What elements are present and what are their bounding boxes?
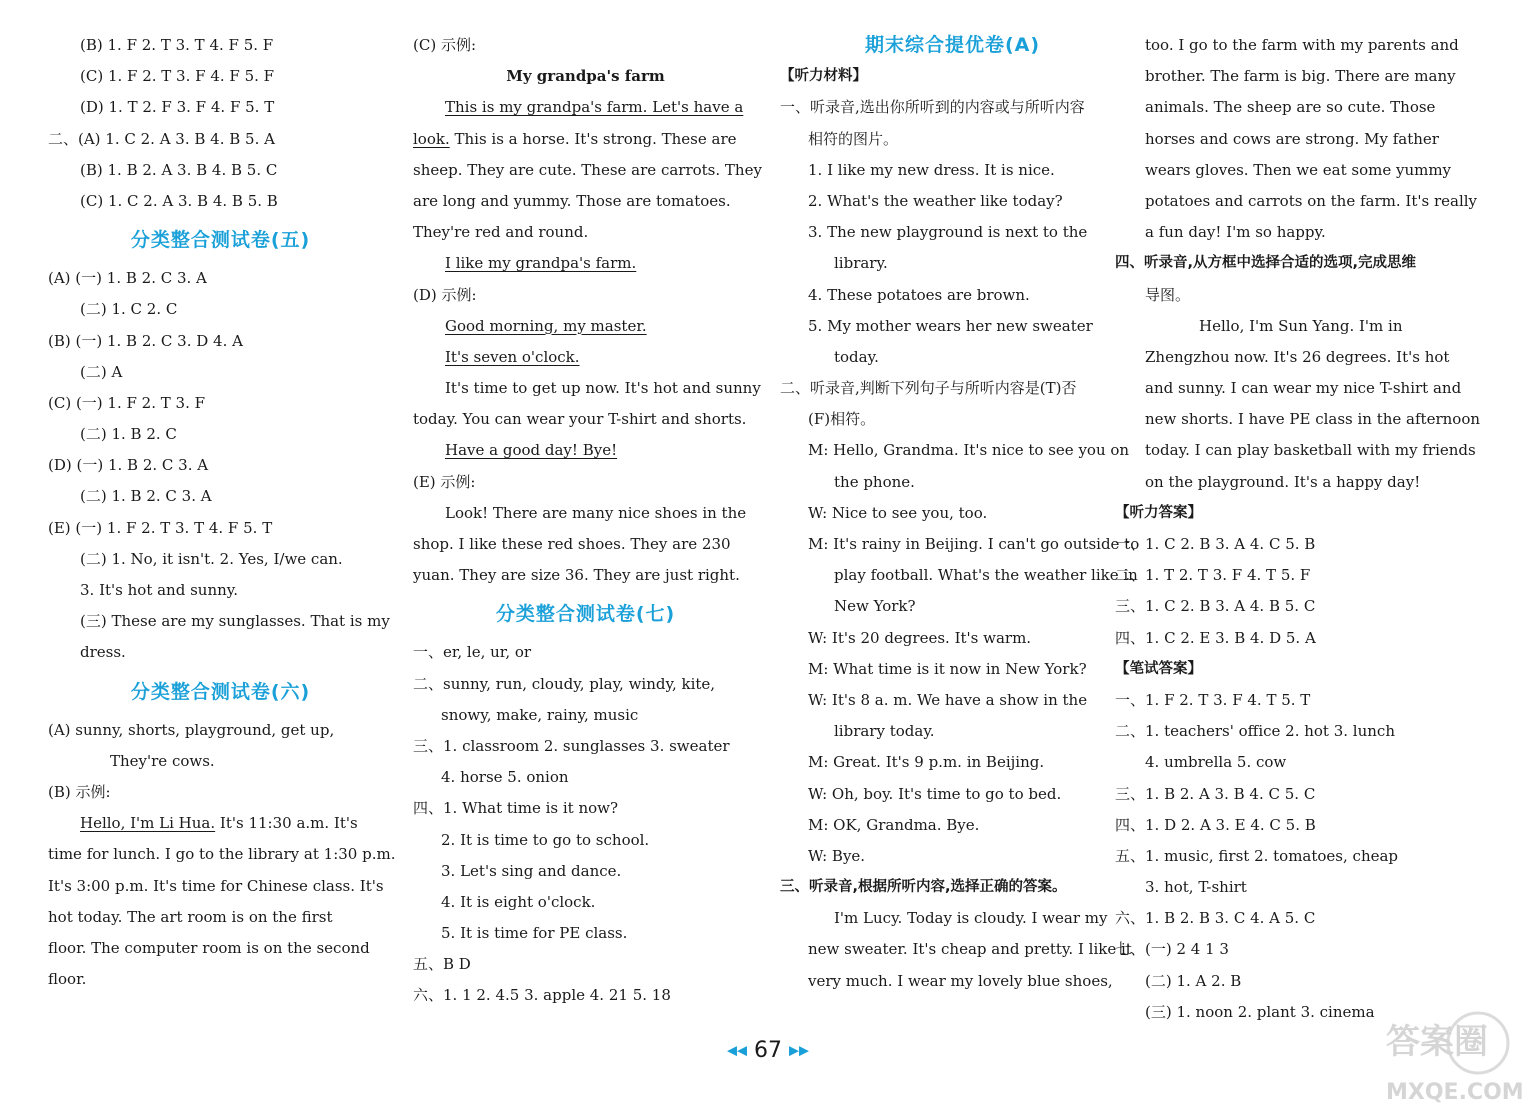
answer-line: (A) sunny, shorts, playground, get up,	[48, 720, 335, 739]
passage-line: today. I can play basketball with my friends	[1145, 441, 1476, 460]
answer-line: 五、1. music, first 2. tomatoes, cheap	[1115, 846, 1399, 865]
passage-line: potatoes and carrots on the farm. It's really	[1145, 191, 1478, 210]
previous-page-arrows-icon[interactable]: ◀◀	[727, 1043, 747, 1059]
essay-line	[413, 342, 758, 373]
dialogue-line: M: OK, Grandma. Bye.	[808, 815, 980, 834]
dialogue-line: W: It's 8 a. m. We have a show in the	[808, 690, 1088, 709]
passage-line: brother. The farm is big. There are many	[1145, 67, 1456, 86]
passage-line: new sweater. It's cheap and pretty. I like it	[808, 940, 1132, 959]
essay-line: time for lunch. I go to the library at 1:30 p.m.	[48, 845, 396, 864]
section-label: 【听力答案】	[1115, 504, 1202, 521]
column-3	[780, 30, 1140, 997]
essay-line: shop. I like these red shoes. They are 230	[413, 535, 731, 553]
answer-line: 六、1. 1 2. 4.5 3. apple 4. 21 5. 18	[413, 986, 671, 1005]
answer-line: (B) 1. F 2. T 3. T 4. F 5. F	[80, 36, 274, 54]
question-line: 四、听录音,从方框中选择合适的选项,完成思维	[1115, 255, 1417, 272]
example-label: (D) 示例:	[413, 285, 477, 304]
answer-line: 二、(A) 1. C 2. A 3. B 4. B 5. A	[48, 129, 275, 148]
essay-line: floor. The computer room is on the second	[48, 938, 370, 957]
underlined-text: Good morning, my master.	[445, 316, 647, 335]
question-line: 1. I like my new dress. It is nice.	[808, 160, 1055, 179]
section-heading: 分类整合测试卷(五)	[130, 229, 311, 252]
essay-line	[413, 311, 758, 342]
dialogue-line: M: Hello, Grandma. It's nice to see you on	[808, 441, 1130, 460]
question-line: 2. What's the weather like today?	[808, 191, 1063, 210]
section-label: 【笔试答案】	[1115, 660, 1202, 677]
answer-line: (C) 1. C 2. A 3. B 4. B 5. B	[80, 191, 278, 210]
section-label: 【听力材料】	[780, 68, 867, 85]
passage-line: Hello, I'm Sun Yang. I'm in	[1199, 316, 1403, 335]
essay-line: It's time to get up now. It's hot and sunny	[445, 379, 761, 398]
answer-line: dress.	[80, 643, 126, 662]
page-number: 67	[754, 1038, 782, 1063]
passage-line: animals. The sheep are so cute. Those	[1145, 98, 1436, 117]
essay-line: floor.	[48, 970, 87, 989]
answer-line: 五、B D	[413, 955, 471, 974]
answer-line: (三) 1. noon 2. plant 3. cinema	[1145, 1002, 1375, 1021]
answer-line: 3. Let's sing and dance.	[441, 861, 622, 880]
watermark-text: MXQE.COM	[1386, 1080, 1524, 1105]
example-label: (E) 示例:	[413, 472, 476, 491]
answer-line: (B) (一) 1. B 2. C 3. D 4. A	[48, 331, 243, 350]
question-line: 导图。	[1145, 285, 1191, 304]
essay-line	[413, 248, 758, 279]
answer-line: 4. umbrella 5. cow	[1145, 753, 1287, 772]
question-line: 相符的图片。	[808, 129, 899, 148]
watermark-logo-text: 答案圈	[1386, 1022, 1488, 1062]
next-page-arrows-icon[interactable]: ▶▶	[789, 1043, 809, 1059]
passage-line: too. I go to the farm with my parents and	[1145, 36, 1459, 54]
question-line: library.	[834, 254, 888, 273]
essay-line: sheep. They are cute. These are carrots. They	[413, 160, 762, 179]
answer-line: 三、1. classroom 2. sunglasses 3. sweater	[413, 736, 730, 755]
example-label: (C) 示例:	[413, 36, 477, 54]
underlined-text: look.	[413, 129, 450, 148]
dialogue-line: W: Bye.	[808, 846, 866, 865]
passage-line: horses and cows are strong. My father	[1145, 129, 1439, 148]
answer-line: 3. hot, T-shirt	[1145, 878, 1247, 897]
essay-line	[413, 92, 758, 123]
dialogue-line: the phone.	[834, 472, 915, 491]
watermark-logo-icon	[1378, 1003, 1528, 1107]
answer-line: 一、1. F 2. T 3. F 4. T 5. T	[1115, 690, 1311, 709]
answer-line: (二) A	[80, 362, 123, 381]
question-line: 一、听录音,选出你所听到的内容或与所听内容	[780, 98, 1085, 117]
answer-line: (B) 1. B 2. A 3. B 4. B 5. C	[80, 160, 278, 179]
passage-line: on the playground. It's a happy day!	[1145, 472, 1421, 491]
question-line: (F)相符。	[808, 410, 876, 429]
answer-line: 一、er, le, ur, or	[413, 643, 532, 662]
answer-line: (二) 1. A 2. B	[1145, 971, 1242, 990]
underlined-text: Have a good day! Bye!	[445, 441, 618, 460]
answer-line: 2. It is time to go to school.	[441, 830, 650, 849]
dialogue-line: play football. What's the weather like in	[834, 566, 1138, 585]
dialogue-line: New York?	[834, 597, 916, 616]
passage-line: a fun day! I'm so happy.	[1145, 223, 1326, 242]
question-line: 5. My mother wears her new sweater	[808, 316, 1093, 335]
answer-line: 3. It's hot and sunny.	[80, 581, 239, 599]
passage-line: I'm Lucy. Today is cloudy. I wear my	[834, 909, 1108, 928]
passage-line: new shorts. I have PE class in the afternoon	[1145, 410, 1481, 429]
page-footer	[0, 1038, 1536, 1063]
answer-line: 二、1. teachers' office 2. hot 3. lunch	[1115, 722, 1395, 741]
question-line: 二、听录音,判断下列句子与所听内容是(T)否	[780, 379, 1077, 398]
passage-line: very much. I wear my lovely blue shoes,	[808, 971, 1113, 990]
question-line: 3. The new playground is next to the	[808, 223, 1088, 242]
question-line: 三、听录音,根据所听内容,选择正确的答案。	[780, 879, 1067, 896]
underlined-text: It's seven o'clock.	[445, 347, 580, 366]
answer-line: 四、1. D 2. A 3. E 4. C 5. B	[1115, 815, 1316, 834]
answer-line: (D) 1. T 2. F 3. F 4. F 5. T	[80, 98, 275, 117]
answer-line: (A) (一) 1. B 2. C 3. A	[48, 269, 207, 288]
passage-line: wears gloves. Then we eat some yummy	[1145, 160, 1452, 179]
essay-line: Look! There are many nice shoes in the	[445, 503, 747, 522]
answer-line: 四、1. What time is it now?	[413, 799, 619, 818]
answer-line: 三、1. C 2. B 3. A 4. B 5. C	[1115, 597, 1316, 616]
dialogue-line: M: Great. It's 9 p.m. in Beijing.	[808, 753, 1045, 772]
underlined-text: This is my grandpa's farm. Let's have a	[445, 98, 744, 117]
answer-line: 一、1. C 2. B 3. A 4. C 5. B	[1115, 535, 1316, 553]
answer-line: 六、1. B 2. B 3. C 4. A 5. C	[1115, 909, 1316, 928]
underlined-text: I like my grandpa's farm.	[445, 254, 637, 273]
answer-line: 二、sunny, run, cloudy, play, windy, kite,	[413, 674, 716, 693]
answer-line: 4. It is eight o'clock.	[441, 892, 596, 911]
answer-line: snowy, make, rainy, music	[441, 705, 639, 724]
essay-line: are long and yummy. Those are tomatoes.	[413, 191, 731, 210]
dialogue-line: W: It's 20 degrees. It's warm.	[808, 628, 1032, 647]
passage-line: Zhengzhou now. It's 26 degrees. It's hot	[1145, 347, 1450, 366]
column-2	[413, 30, 762, 1012]
section-heading: 期末综合提优卷(A)	[864, 34, 1041, 56]
answer-line: (二) 1. B 2. C 3. A	[80, 487, 212, 506]
dialogue-line: W: Nice to see you, too.	[808, 503, 988, 522]
question-line: 4. These potatoes are brown.	[808, 285, 1030, 304]
answer-line: (二) 1. No, it isn't. 2. Yes, I/we can.	[80, 549, 343, 568]
essay-title: My grandpa's farm	[506, 67, 665, 86]
answer-line: (B) 示例:	[48, 782, 111, 801]
answer-line: (C) 1. F 2. T 3. F 4. F 5. F	[80, 67, 275, 86]
essay-line: yuan. They are size 36. They are just right.	[413, 566, 740, 585]
essay-line: look. This is a horse. It's strong. These are	[413, 129, 737, 148]
essay-line	[413, 435, 758, 466]
answer-line: (D) (一) 1. B 2. C 3. A	[48, 456, 209, 475]
dialogue-line: W: Oh, boy. It's time to go to bed.	[808, 784, 1062, 803]
section-heading: 分类整合测试卷(六)	[130, 680, 311, 703]
column-1	[48, 30, 396, 995]
essay-line: hot today. The art room is on the first	[48, 907, 333, 926]
dialogue-line: M: What time is it now in New York?	[808, 659, 1087, 678]
answer-line: (三) These are my sunglasses. That is my	[80, 612, 390, 631]
section-heading: 分类整合测试卷(七)	[495, 603, 676, 626]
answer-line: 二、1. T 2. T 3. F 4. T 5. F	[1115, 566, 1311, 585]
answer-line: They're cows.	[110, 751, 215, 770]
essay-line: today. You can wear your T-shirt and shorts.	[413, 410, 747, 429]
answer-line: (E) (一) 1. F 2. T 3. T 4. F 5. T	[48, 518, 273, 537]
column-4	[1115, 30, 1490, 1028]
underlined-text: Hello, I'm Li Hua.	[80, 814, 216, 833]
answer-line: 5. It is time for PE class.	[441, 924, 628, 943]
answer-line: 七、(一) 2 4 1 3	[1115, 940, 1229, 959]
dialogue-line: library today.	[834, 722, 935, 741]
question-line: today.	[834, 347, 879, 366]
answer-line: (二) 1. B 2. C	[80, 425, 177, 444]
essay-line: Hello, I'm Li Hua. It's 11:30 a.m. It's	[80, 814, 358, 833]
dialogue-line: M: It's rainy in Beijing. I can't go outside to	[808, 535, 1140, 553]
essay-line: They're red and round.	[413, 223, 589, 242]
answer-line: (C) (一) 1. F 2. T 3. F	[48, 393, 206, 412]
essay-line: It's 3:00 p.m. It's time for Chinese class. It's	[48, 876, 384, 895]
answer-line: 三、1. B 2. A 3. B 4. C 5. C	[1115, 784, 1316, 803]
answer-line: 四、1. C 2. E 3. B 4. D 5. A	[1115, 628, 1316, 647]
passage-line: and sunny. I can wear my nice T-shirt and	[1145, 379, 1462, 398]
answer-line: (二) 1. C 2. C	[80, 300, 178, 319]
answer-line: 4. horse 5. onion	[441, 768, 569, 787]
